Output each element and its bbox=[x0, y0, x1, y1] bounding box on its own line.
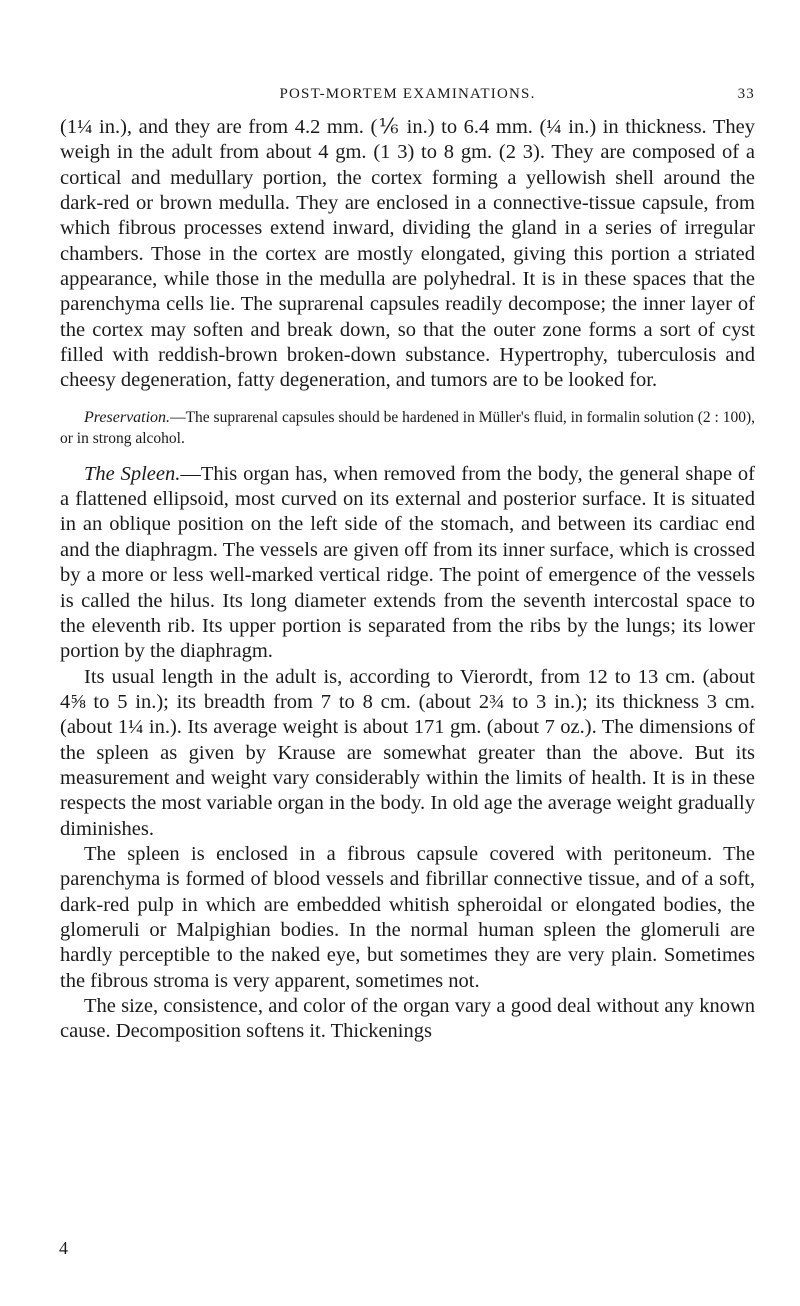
spleen-paragraph-1 bbox=[60, 462, 755, 665]
spleen-paragraph-4: The size, consistence, and color of the organ vary a good deal without any known cause. Decomposition softens it. Thickenings bbox=[60, 995, 755, 1043]
page-number: 33 bbox=[737, 86, 755, 102]
preservation-note bbox=[60, 407, 755, 449]
spleen-paragraph-2: Its usual length in the adult is, according to Vierordt, from 12 to 13 cm. (about 4⅝ to 5 in.); its breadth from 7 to 8 cm. (about 2¾ to 3 in.); its thickness 3 cm. (about 1¼ in.). Its average weight is about 171 gm. (about 7 oz.). The dimensions of the spleen as given by Krause are somewhat greater than the above. But its measurement and weight vary considerably within the limits of health. It is in these respects the most variable organ in the body. In old age the average weight gradually diminishes. bbox=[60, 665, 755, 840]
spleen-paragraph-1-text: —This organ has, when removed from the body, the general shape of a flattened ellipsoid, most curved on its external and posterior surface. It is situated in an oblique position on the left side of the stomach, and between its cardiac end and the diaphragm. The vessels are given off from its inner surface, which is crossed by a more or less well-marked vertical ridge. The point of emergence of the vessels is called the hilus. Its long diameter extends from the seventh intercostal space to the eleventh rib. Its upper portion is separated from the ribs by the lungs; its lower portion by the diaphragm. bbox=[60, 462, 755, 663]
running-header bbox=[60, 86, 755, 108]
page-body bbox=[60, 115, 755, 1045]
preservation-heading: Preservation. bbox=[84, 408, 171, 426]
signature-mark: 4 bbox=[59, 1238, 68, 1258]
spleen-paragraph-3: The spleen is enclosed in a fibrous capsule covered with peritoneum. The parenchyma is formed of blood vessels and fibrillar connective tissue, and of a soft, dark-red pulp in which are embedded whitish spheroidal or elongated bodies, the glomeruli or Malpighian bodies. In the normal human spleen the glomeruli are hardly perceptible to the naked eye, but sometimes they are very plain. Sometimes the fibrous stroma is very apparent, sometimes not. bbox=[60, 842, 755, 992]
running-title: POST-MORTEM EXAMINATIONS. bbox=[279, 86, 536, 102]
preservation-text: —The suprarenal capsules should be hardened in Müller's fluid, in formalin solution (2 : 100), or in strong alcohol. bbox=[60, 408, 755, 447]
spleen-heading: The Spleen. bbox=[84, 462, 181, 485]
suprarenal-paragraph: (1¼ in.), and they are from 4.2 mm. (⅙ in.) to 6.4 mm. (¼ in.) in thickness. They weigh in the adult from about 4 gm. (1 3) to 8 gm. (2 3). They are composed of a cortical and medullary portion, the cortex forming a yellowish shell around the dark-red or brown medulla. They are enclosed in a connective-tissue capsule, from which fibrous processes extend inward, dividing the gland in a series of irregular chambers. Those in the cortex are mostly elongated, giving this portion a striated appearance, while those in the medulla are polyhedral. It is in these spaces that the parenchyma cells lie. The suprarenal capsules readily decompose; the inner layer of the cortex may soften and break down, so that the outer zone forms a sort of cyst filled with reddish-brown broken-down substance. Hypertrophy, tuberculosis and cheesy degeneration, fatty degeneration, and tumors are to be looked for. bbox=[60, 116, 755, 392]
